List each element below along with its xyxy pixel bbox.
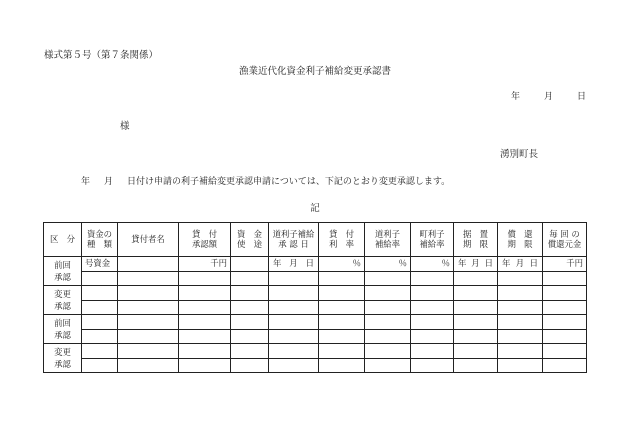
principal-cell: 千円: [543, 257, 587, 272]
date-month-label: 月: [543, 92, 553, 102]
header-loan-interest-rate: 貸 付 利 率: [319, 223, 365, 257]
body-month-label: 月: [104, 177, 114, 187]
row-category: 前回 承認: [44, 315, 82, 344]
table-row: [44, 300, 587, 315]
row-category: 前回 承認: [44, 257, 82, 286]
table-row: [44, 358, 587, 373]
fund-type-cell: 号資金: [82, 257, 118, 272]
deferment-date-cell: 年 月 日: [454, 257, 498, 272]
approval-table: [43, 222, 587, 373]
header-repayment-deadline: 償 還 期 限: [498, 223, 543, 257]
header-lender-name: 貸付者名: [118, 223, 179, 257]
body-text: 日付け申請の利子補給変更承認申請については、下記のとおり変更承認します。: [127, 177, 451, 187]
header-loan-approved-amount: 貸 付 承認額: [179, 223, 231, 257]
body-year-label: 年: [81, 177, 91, 187]
lender-name-cell: [118, 257, 179, 272]
header-installment-principal: 毎 回 の 償還元金: [543, 223, 587, 257]
ki-heading: 記: [310, 203, 320, 214]
town-rate-cell: ％: [411, 257, 454, 272]
table-row: [44, 286, 587, 301]
header-deferment-deadline: 据 置 期 限: [454, 223, 498, 257]
addressee: 様: [120, 121, 130, 132]
approval-date-cell: 年 月 日: [269, 257, 319, 272]
repayment-date-cell: 年 月 日: [498, 257, 543, 272]
header-fund-use: 資 金 使 途: [231, 223, 269, 257]
header-pref-subsidy-rate: 道利子 補給率: [365, 223, 411, 257]
row-category: 変更 承認: [44, 344, 82, 373]
table-row: [44, 257, 587, 272]
date-day-label: 日: [576, 92, 586, 102]
date-year-label: 年: [510, 92, 520, 102]
document-title: 漁業近代化資金利子補給変更承認書: [238, 66, 391, 77]
header-fund-type: 資金の 種 類: [82, 223, 118, 257]
approved-amount-cell: 千円: [179, 257, 231, 272]
issue-date: [511, 89, 586, 102]
header-category: 区 分: [44, 223, 82, 257]
table-row: [44, 271, 587, 286]
body-sentence: [81, 174, 450, 187]
fund-use-cell: [231, 257, 269, 272]
header-town-subsidy-rate: 町利子 補給率: [411, 223, 454, 257]
table-row: [44, 329, 587, 344]
form-number: 様式第５号（第７条関係）: [44, 50, 159, 61]
header-row: [44, 223, 587, 257]
pref-rate-cell: ％: [365, 257, 411, 272]
header-pref-subsidy-approval-date: 道利子補給 承 認 日: [269, 223, 319, 257]
row-category: 変更 承認: [44, 286, 82, 315]
issuer-name: 湧別町長: [499, 149, 538, 160]
interest-rate-cell: ％: [319, 257, 365, 272]
table-row: [44, 344, 587, 359]
table-row: [44, 315, 587, 330]
